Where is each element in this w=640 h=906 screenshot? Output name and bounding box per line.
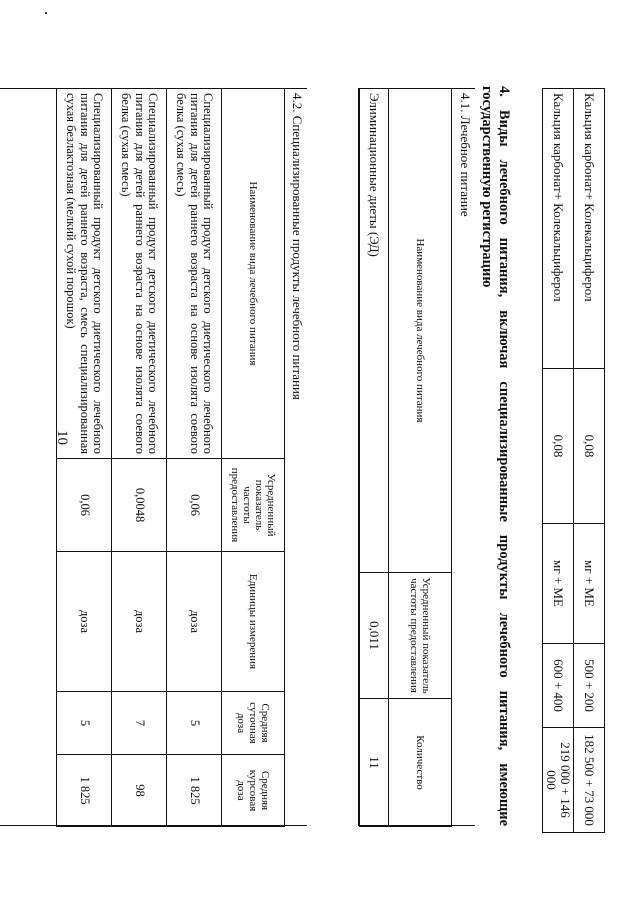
header-daily: Средняя суточная доза [222, 692, 285, 755]
freq-cell: 0,08 [574, 369, 605, 524]
freq-cell: 0,06 [57, 459, 112, 552]
header-name: Наименование вида лечебного питания [222, 89, 285, 459]
unit-cell: мг + МЕ [574, 524, 605, 644]
freq-cell: 0,08 [543, 369, 574, 524]
table-row [167, 89, 222, 827]
course-cell: 182 500 + 73 000 [574, 728, 605, 833]
unit-cell: мг + МЕ [543, 524, 574, 644]
daily-cell: 5 [57, 692, 112, 755]
section-4-2-caption: 4.2. Специализированные продукты лечебного питания [290, 93, 305, 400]
daily-cell: 600 + 400 [543, 644, 574, 728]
course-cell: 1 825 [57, 755, 112, 827]
table-row [574, 89, 605, 833]
unit-cell: доза [112, 552, 167, 692]
section-4-2 [0, 88, 307, 826]
header-qty: Количество [389, 699, 452, 827]
name-cell: Специализированный продукт детского диетического лечебного питания для детей раннего возраста на основе изолята соевого белка (сухая смесь) [112, 89, 167, 459]
nutrition-table [359, 88, 452, 827]
table-row [112, 89, 167, 827]
special-products-table [56, 88, 285, 827]
name-cell: Кальция карбонат+ Колекальциферол [574, 89, 605, 369]
name-cell: Элиминационные диеты (ЭД) [360, 89, 389, 573]
daily-cell: 5 [167, 692, 222, 755]
header-row [389, 89, 452, 827]
freq-cell: 0,06 [167, 459, 222, 552]
course-cell: 1 825 [167, 755, 222, 827]
qty-cell: 11 [360, 699, 389, 827]
section-4-heading: 4. Виды лечебного питания, включая специализированные продукты лечебного питания, имеющие государственную регистрацию [479, 86, 512, 826]
header-row [222, 89, 285, 827]
header-unit: Единицы измерения [222, 552, 285, 692]
daily-cell: 7 [112, 692, 167, 755]
header-freq: Усредненный показатель частоты предоставления [222, 459, 285, 552]
header-freq: Усредненный показатель частоты предоставления [389, 573, 452, 699]
page-number: 10 [54, 430, 70, 445]
freq-cell: 0,0048 [112, 459, 167, 552]
name-cell: Специализированный продукт детского диетического лечебного питания для детей раннего возраста, смесь специализированная сухая безлактозная (мелкий сухой порошок) [57, 89, 112, 459]
daily-cell: 500 + 200 [574, 644, 605, 728]
section-4-1 [358, 88, 475, 826]
unit-cell: доза [57, 552, 112, 692]
name-cell: Специализированный продукт детского диетического лечебного питания для детей раннего возраста на основе изолята соевого белка (сухая смесь) [167, 89, 222, 459]
table-row [57, 89, 112, 827]
header-course: Средняя курсовая доза [222, 755, 285, 827]
section-4-1-caption: 4.1. Лечебное питание [458, 93, 473, 217]
table-row [543, 89, 574, 833]
name-cell: Кальция карбонат+ Колекальциферол [543, 89, 574, 369]
course-cell: 98 [112, 755, 167, 827]
freq-cell: 0,011 [360, 573, 389, 699]
top-table [542, 88, 605, 833]
unit-cell: доза [167, 552, 222, 692]
course-cell: 219 000 + 146 000 [543, 728, 574, 833]
table-row [360, 89, 389, 827]
header-name: Наименование вида лечебного питания [389, 89, 452, 573]
